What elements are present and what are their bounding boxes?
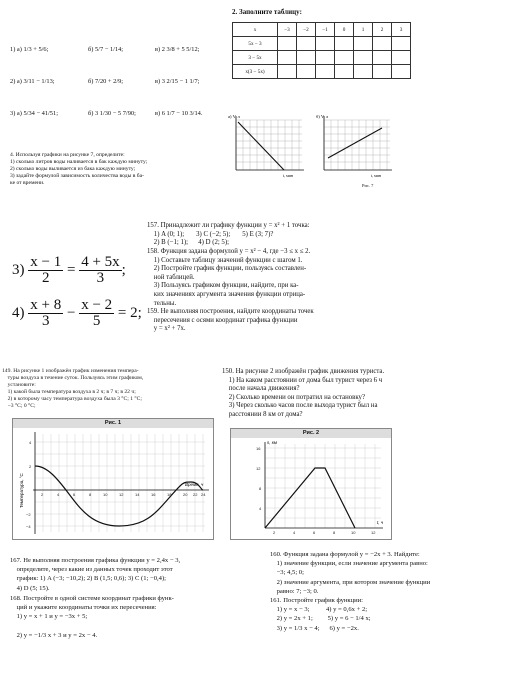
cell[interactable] [297,37,316,51]
table-row [233,51,411,65]
svg-text:4: 4 [259,506,262,511]
problem-161: 161. Постройте график функции: 1) y = x − 3; 4) y = 0,6x + 2; 2) y = 2x + 1; 5) y = 6 − 1/4 x; 3) y = 1/3 x − 4; 6) y = −2x. [270,597,371,632]
figure-1-caption: Рис. 1 [13,419,213,428]
table-header-cell: −1 [316,23,335,37]
cell[interactable] [392,51,411,65]
ex-3c: в) 6 1/7 − 10 3/14. [155,110,203,117]
svg-text:14: 14 [135,492,140,497]
eq3-left-den: 2 [41,270,50,286]
figure-7-caption: Рис. 7 [362,183,374,188]
eq4-label: 4) [12,304,25,321]
figure-2-axis-y: s, км [267,440,277,445]
graph-b [316,112,396,185]
eq4-rhs: = 2; [117,304,142,321]
eq4-b-den: 5 [92,313,101,329]
row-label: 5x − 3 [233,37,278,51]
cell[interactable] [297,65,316,79]
eq4-b-num: x − 2 [81,297,113,313]
graph-b-line [328,128,382,158]
eq3-left-frac [28,255,63,286]
svg-text:4: 4 [293,530,296,535]
table-header-cell: 2 [373,23,392,37]
cell[interactable] [373,65,392,79]
table-header-cell: 3 [392,23,411,37]
eq4-a-num: x + 8 [30,297,62,313]
task-4-text: 4. Используя графики на рисунке 7, определите: 1) сколько литров воды наливается в бак каждую минуту; 2) сколько воды выливается из бака каждую минуту; 3) задайте формулой зависимость количества воды в ба- ке от времени. [10,152,148,186]
svg-text:24: 24 [201,492,206,497]
fractions-col-2 [88,30,136,134]
figure-2-axis-x: t, ч [377,520,384,525]
problem-160: 160. Функция задана формулой y = −2x + 3. Найдите: 1) значение функции, если значение аргумента равно: −3; 4,5; 0; 2) значение аргумента, при котором значение функции равно: 7; −3; 0. [270,551,431,595]
cell[interactable] [278,65,297,79]
problem-159: 159. Не выполняя построения, найдите координаты точек пересечения с осями координат графика функции y = x² + 7x. [147,308,314,333]
svg-text:22: 22 [193,492,198,497]
cell[interactable] [373,51,392,65]
table-title: 2. Заполните таблицу: [232,8,302,16]
graph-a-axis: t, мин [283,173,293,178]
svg-text:10: 10 [351,530,356,535]
graph-a [228,112,308,185]
graph-a-svg [228,112,308,180]
svg-text:18: 18 [167,492,172,497]
graph-b-axis: t, мин [371,173,381,178]
eq4-a-den: 3 [41,313,50,329]
fill-table [232,22,411,79]
cell[interactable] [297,51,316,65]
ex-2b: б) 7/20 + 2/9; [88,78,124,85]
cell[interactable] [278,37,297,51]
svg-text:2: 2 [29,464,32,469]
eq3-right-frac [79,255,121,286]
ex-3b: б) 3 1/30 − 5 7/90; [88,110,136,117]
equation-3: 3) $\frac{x - 1}{2}$ = $\frac{4 + 5x}{3}$ ; [12,254,126,286]
eq3-label: 3) [12,261,25,278]
svg-text:16: 16 [151,492,156,497]
svg-text:2: 2 [41,492,44,497]
svg-text:−4: −4 [26,524,31,529]
svg-text:12: 12 [256,466,261,471]
svg-text:10: 10 [103,492,108,497]
eq3-right-den: 3 [96,270,105,286]
table-header-cell: 0 [335,23,354,37]
figure-2-caption: Рис. 2 [231,429,391,438]
fractions-col-1 [10,30,58,134]
cell[interactable] [373,37,392,51]
table-header-cell: −2 [297,23,316,37]
svg-text:8: 8 [89,492,92,497]
svg-text:8: 8 [259,486,262,491]
problem-168: 168. Постройте в одной системе координат графики функ- ций и укажите координаты точки их пересечения: 1) y = x + 1 и y = −3x + 5; 2) y = −1/3 x + 3 и y = 2x − 4. [10,595,174,639]
svg-text:2: 2 [273,530,276,535]
svg-text:8: 8 [333,530,336,535]
figure-1-axis-y: Температура, °C [19,473,24,508]
svg-text:12: 12 [119,492,124,497]
fractions-col-3 [155,30,202,134]
eq3-left-num: x − 1 [30,254,62,270]
ex-3a: 3) а) 5/34 − 41/51; [10,110,58,117]
svg-text:20: 20 [183,492,188,497]
cell[interactable] [354,65,373,79]
cell[interactable] [354,51,373,65]
eq3-equals: = [66,261,76,278]
figure-2-svg [231,438,391,538]
svg-text:6: 6 [73,492,76,497]
eq4-minus: − [66,304,76,321]
table-header-cell: −3 [278,23,297,37]
graph-a-line [238,122,284,170]
problem-158: 158. Функция задана формулой y = x² − 4, где −3 ≤ x ≤ 2. 1) Составьте таблицу значений функции с шагом 1. 2) Постройте график функции, пользуясь составлен- ной таблицей. 3) Пользуясь графиком функции, найдите, при ка- ких значениях аргумента значения функции отрица- тельны. [147,248,311,307]
eq3-right-num: 4 + 5x [81,254,120,270]
cell[interactable] [316,51,335,65]
svg-text:4: 4 [29,440,32,445]
cell[interactable] [335,51,354,65]
table-header-cell: x [233,23,278,37]
problem-149: 149. На рисунке 1 изображён график изменения темпера- туры воздуха в течение суток. Пользуясь этим графиком, установите: 1) какой была температура воздуха в 2 ч; в 7 ч; в 22 ч; 2) в которому часу температура воздуха была 3 °C; 1 °C; −3 °C; 0 °C; [2,368,144,409]
cell[interactable] [316,37,335,51]
problem-157: 157. Принадлежит ли графику функции y = x² + 1 точка: 1) A (0; 1); 3) C (−2; 5); 5) E (3; 7)? 2) B (−1; 1); 4) D (2; 5); [147,222,310,247]
ex-2a: 2) а) 3/11 − 1/13; [10,78,55,85]
svg-text:16: 16 [256,446,261,451]
svg-text:−2: −2 [26,512,31,517]
problem-167: 167. Не выполняя построения графика функции y = 2,4x − 3, определите, через какие из данных точек проходит этот график: 1) A (−3; −10,2); 2) B (1,5; 0,6); 3) C (1; −0,4); 4) D (5; 15). [10,557,181,592]
graph-b-svg [316,112,396,180]
cell[interactable] [354,37,373,51]
figure-1-svg [13,428,213,538]
row-label: 3 − 5x [233,51,278,65]
svg-text:6: 6 [313,530,316,535]
figure-2 [230,428,392,540]
cell[interactable] [278,51,297,65]
equation-4 [12,298,142,329]
figure-1-axis-x: Время, ч [185,482,204,487]
table-row [233,37,411,51]
ex-2c: в) 3 2/15 − 1 1/7; [155,78,200,85]
table-header-cell: 1 [354,23,373,37]
svg-text:12: 12 [371,530,376,535]
cell[interactable] [316,65,335,79]
row-label: x(3 − 5x) [233,65,278,79]
ex-1a: 1) а) 1/3 + 5/6; [10,46,49,53]
graph-b-label: б) V, л [316,114,329,119]
problem-150: 150. На рисунке 2 изображён график движения туриста. 1) На каком расстоянии от дома был турист через 6 ч после начала движения? 2) Сколько времени он потратил на остановку? 3) Через сколько часов после выхода турист был на расстоянии 8 км от дома? [222,368,385,418]
figure-1 [12,418,214,540]
svg-text:4: 4 [57,492,60,497]
cell[interactable] [392,37,411,51]
ex-1c: в) 2 3/8 + 5 5/12; [155,46,200,53]
eq4-a-frac [28,298,63,329]
ex-1b: б) 5/7 − 1/14; [88,46,124,53]
table-row [233,65,411,79]
table-header-row [233,23,411,37]
graph-a-label: а) V, л [228,114,240,119]
cell[interactable] [335,37,354,51]
cell[interactable] [335,65,354,79]
cell[interactable] [392,65,411,79]
eq4-b-frac [79,298,114,329]
